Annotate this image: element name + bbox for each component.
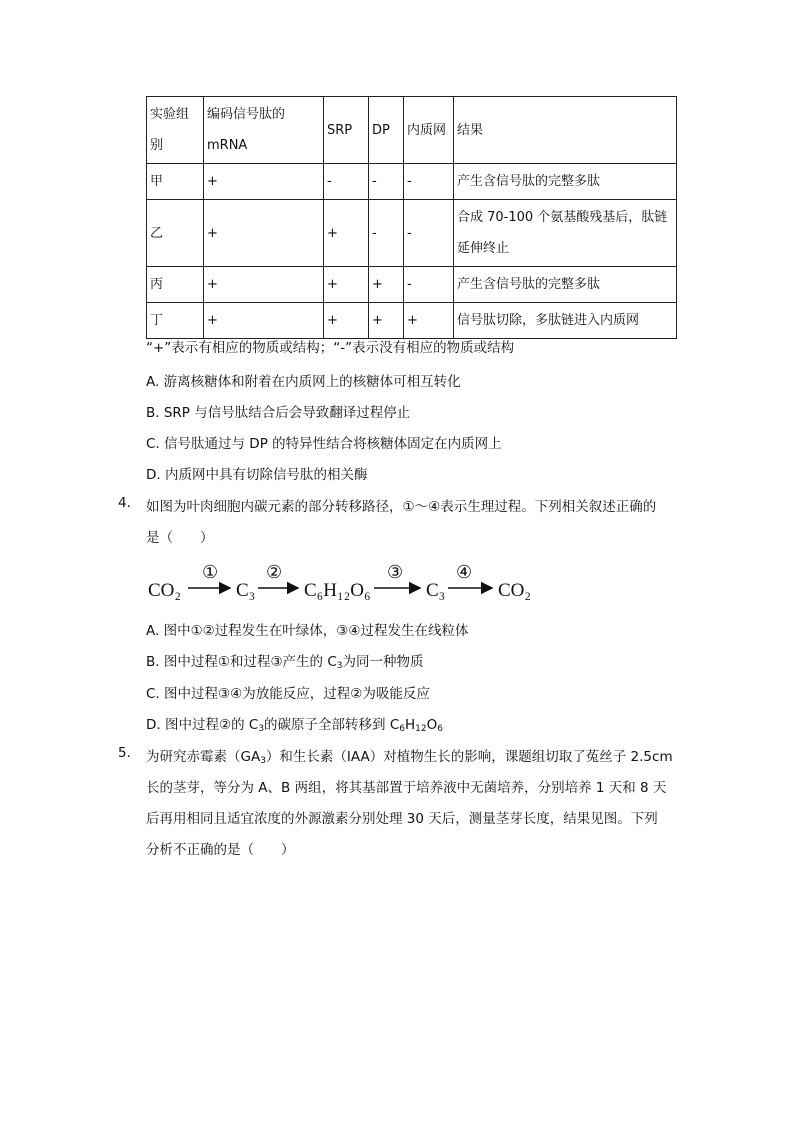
header-srp: SRP bbox=[324, 97, 369, 164]
q5-stem-line3: 后再用相同且适宜浓度的外源激素分别处理 30 天后，测量茎芽长度，结果见图。下列 bbox=[146, 811, 658, 827]
cell-dp: - bbox=[369, 200, 404, 267]
q3-option-a: A. 游离核糖体和附着在内质网上的核糖体可相互转化 bbox=[146, 374, 461, 390]
cell-er: + bbox=[404, 303, 454, 339]
cell-dp: + bbox=[369, 303, 404, 339]
cell-srp: + bbox=[324, 267, 369, 303]
cell-group: 乙 bbox=[147, 200, 204, 267]
co2-start: CO₂ bbox=[148, 580, 182, 601]
q5-stem-line4: 分析不正确的是（ ） bbox=[146, 842, 295, 858]
table-header-row bbox=[147, 97, 677, 164]
q3-option-c: C. 信号肽通过与 DP 的特异性结合将核糖体固定在内质网上 bbox=[146, 436, 502, 452]
co2-end: CO₂ bbox=[498, 580, 532, 601]
q5-stem-line2: 长的茎芽，等分为 A、B 两组，将其基部置于培养液中无菌培养，分别培养 1 天和 8 天 bbox=[146, 780, 667, 796]
table-row bbox=[147, 164, 677, 200]
cell-result: 合成 70-100 个氨基酸残基后，肽链 延伸终止 bbox=[454, 200, 677, 267]
header-mrna: 编码信号肽的 mRNA bbox=[204, 97, 324, 164]
step-1-label: ① bbox=[202, 562, 219, 582]
cell-dp: + bbox=[369, 267, 404, 303]
cell-group: 丙 bbox=[147, 267, 204, 303]
header-er: 内质网 bbox=[404, 97, 454, 164]
table-legend-note: “+”表示有相应的物质或结构；“-”表示没有相应的物质或结构 bbox=[146, 340, 515, 356]
cell-mrna: + bbox=[204, 267, 324, 303]
q4-option-c: C. 图中过程③④为放能反应，过程②为吸能反应 bbox=[146, 686, 430, 702]
cell-result: 产生含信号肽的完整多肽 bbox=[454, 164, 677, 200]
cell-dp: - bbox=[369, 164, 404, 200]
q3-option-d: D. 内质网中具有切除信号肽的相关酶 bbox=[146, 467, 368, 483]
cell-group: 甲 bbox=[147, 164, 204, 200]
cell-srp: + bbox=[324, 200, 369, 267]
q4-stem-line2: 是（ ） bbox=[146, 530, 214, 546]
glucose: C₆H₁₂O₆ bbox=[304, 580, 371, 601]
cell-result: 信号肽切除，多肽链进入内质网 bbox=[454, 303, 677, 339]
cell-mrna: + bbox=[204, 200, 324, 267]
q4-option-a: A. 图中①②过程发生在叶绿体，③④过程发生在线粒体 bbox=[146, 623, 469, 639]
experiment-table bbox=[146, 96, 677, 339]
cell-result: 产生含信号肽的完整多肽 bbox=[454, 267, 677, 303]
cell-group: 丁 bbox=[147, 303, 204, 339]
header-result: 结果 bbox=[454, 97, 677, 164]
step-2-label: ② bbox=[266, 562, 283, 582]
table-row bbox=[147, 303, 677, 339]
q5-stem-line1: 为研究赤霉素$(GA_3)$和生长素（IAA）对植物生长的影响，课题组切取了菟丝子 2.5cm bbox=[146, 749, 673, 766]
cell-er: - bbox=[404, 164, 454, 200]
cell-srp: + bbox=[324, 303, 369, 339]
c3-second: C₃ bbox=[426, 580, 446, 601]
q4-stem-line1: 如图为叶肉细胞内碳元素的部分转移路径，①～④表示生理过程。下列相关叙述正确的 bbox=[146, 499, 657, 515]
cell-srp: - bbox=[324, 164, 369, 200]
step-3-label: ③ bbox=[387, 562, 404, 582]
carbon-pathway-equation bbox=[148, 560, 548, 604]
cell-mrna: + bbox=[204, 303, 324, 339]
table-row bbox=[147, 200, 677, 267]
header-dp: DP bbox=[369, 97, 404, 164]
q3-option-b: B. SRP 与信号肽结合后会导致翻译过程停止 bbox=[146, 405, 411, 421]
header-group: 实验组 别 bbox=[147, 97, 204, 164]
q4-number: 4. bbox=[118, 495, 131, 511]
cell-er: - bbox=[404, 267, 454, 303]
table-row bbox=[147, 267, 677, 303]
cell-mrna: + bbox=[204, 164, 324, 200]
cell-er: - bbox=[404, 200, 454, 267]
c3-first: C₃ bbox=[236, 580, 256, 601]
q4-option-d: D. 图中过程②的 $C_3$的碳原子全部转移到 $C_6H_{12}O_6$ bbox=[146, 717, 443, 734]
step-4-label: ④ bbox=[456, 562, 473, 582]
q5-number: 5. bbox=[118, 745, 131, 761]
q4-option-b: B. 图中过程①和过程③产生的 $C_3$为同一种物质 bbox=[146, 654, 424, 671]
